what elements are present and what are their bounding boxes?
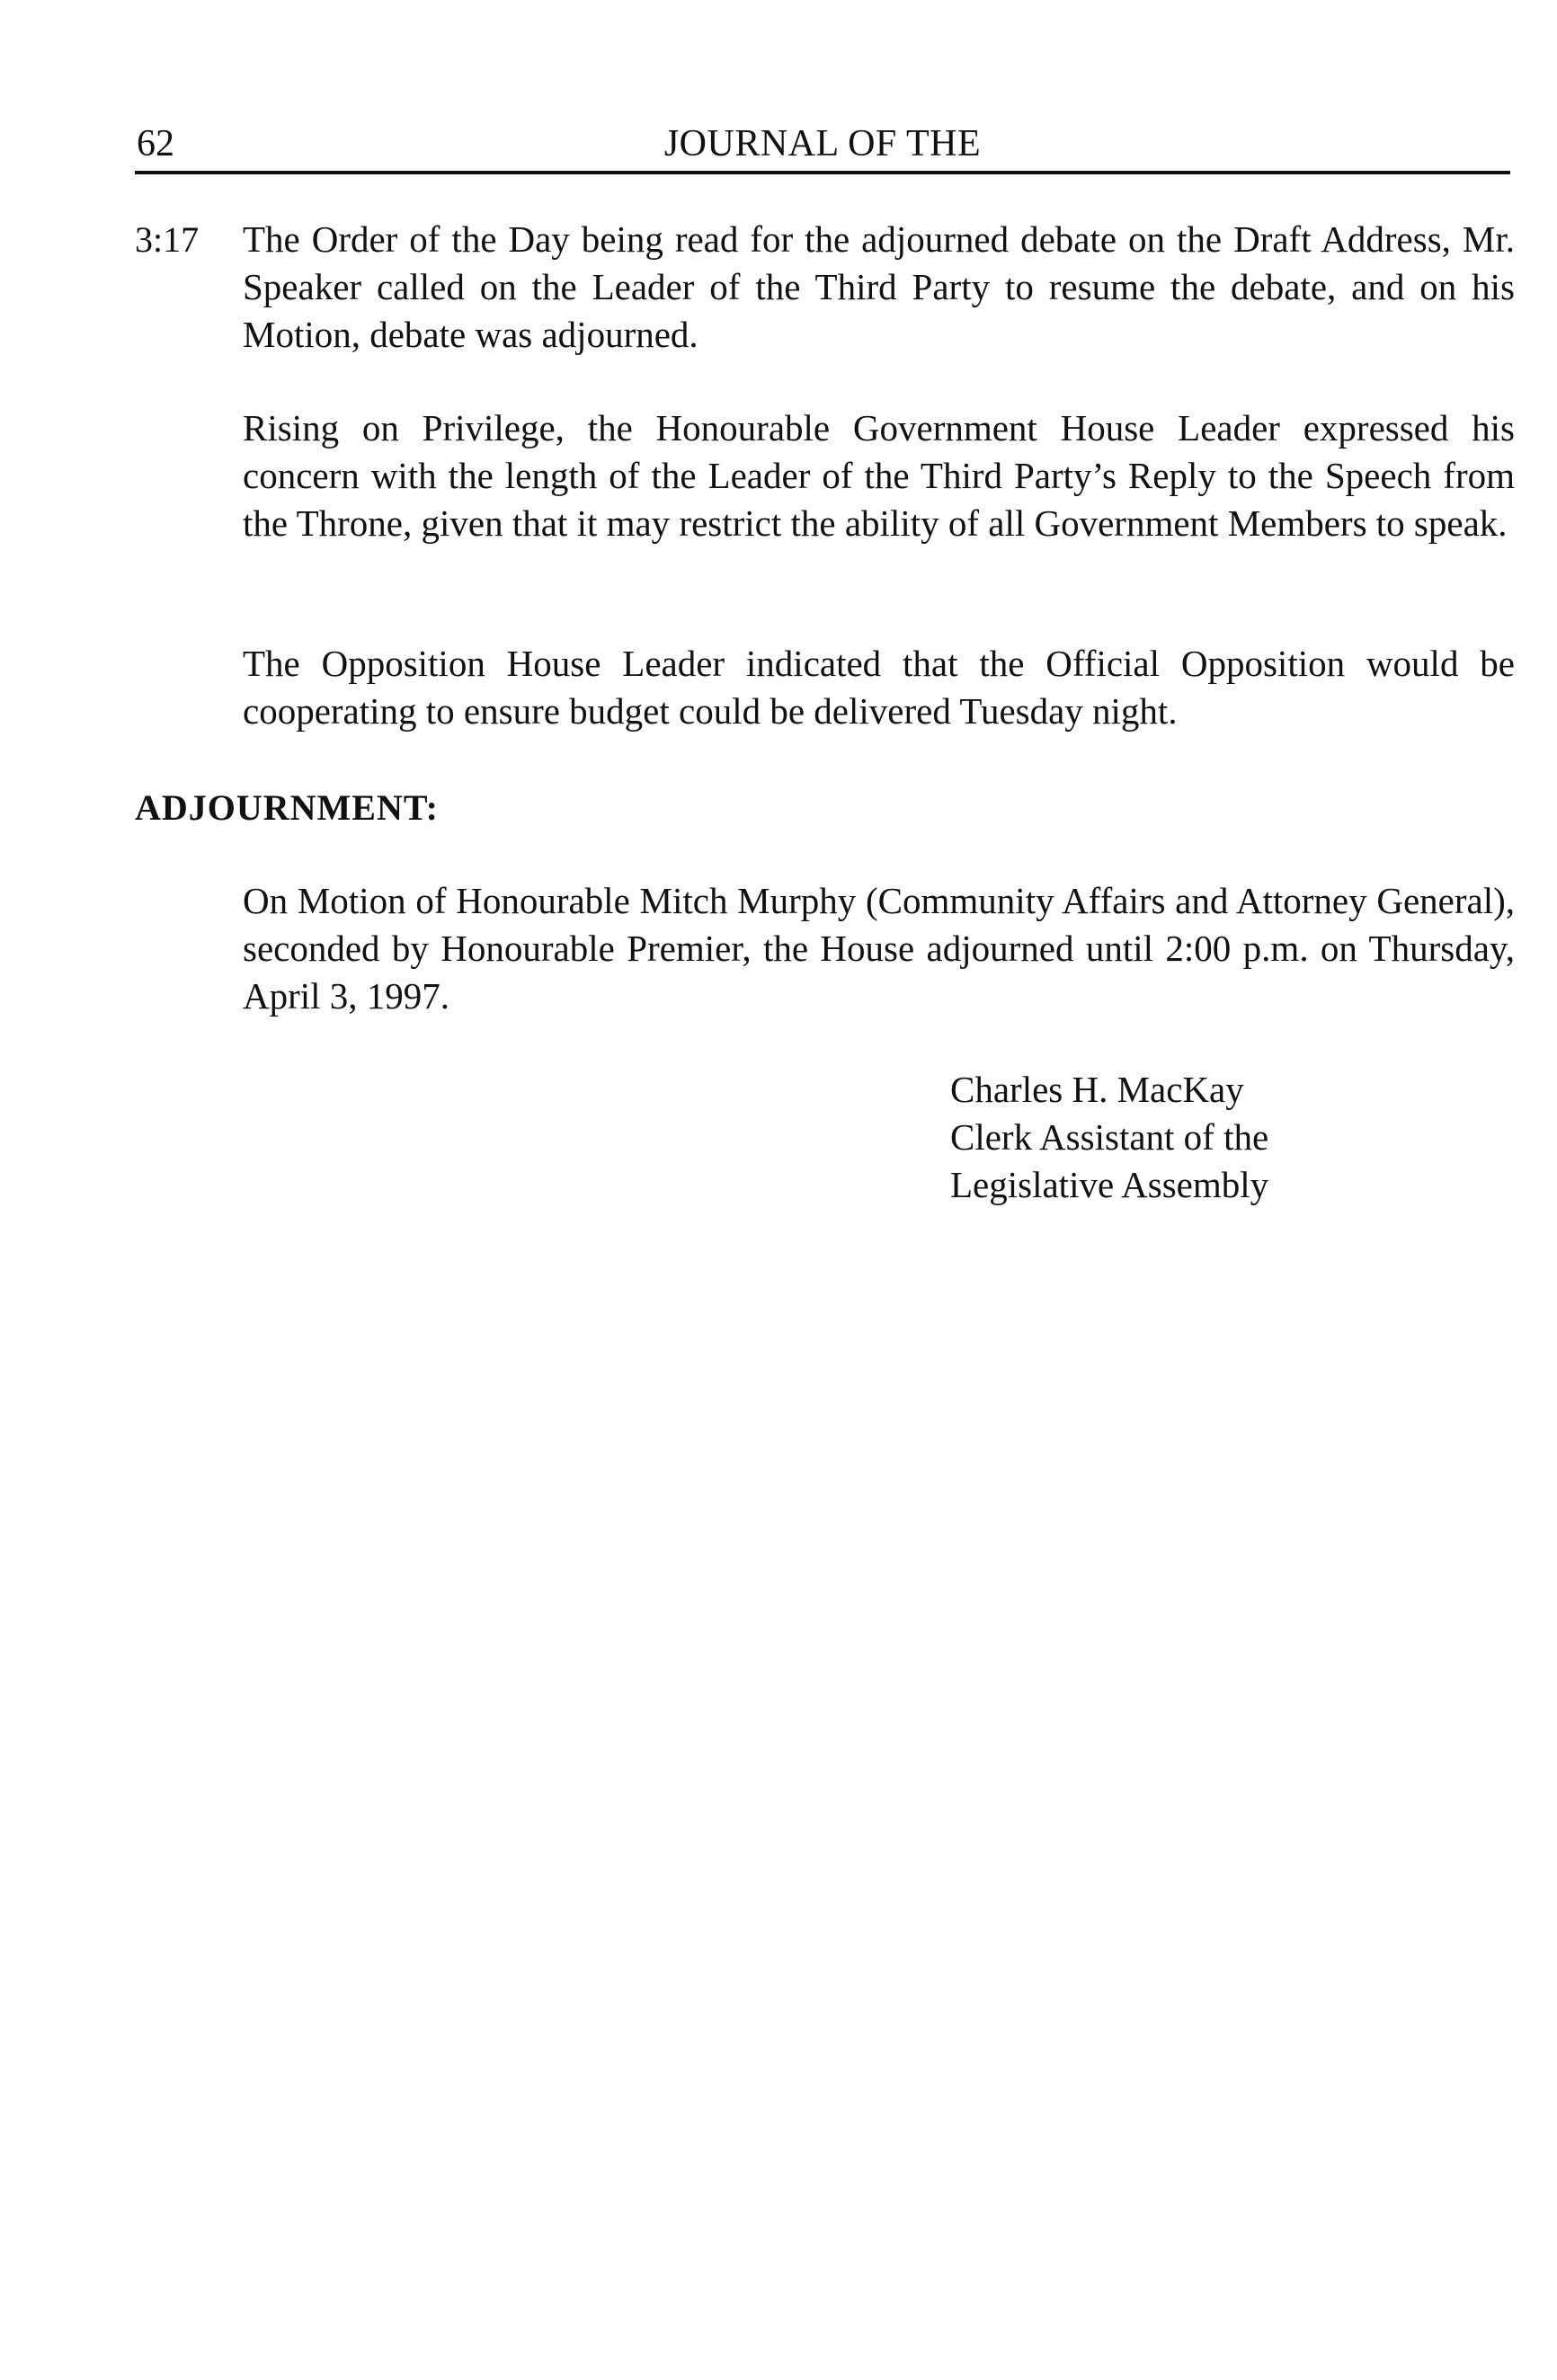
- signature-name: Charles H. MacKay: [950, 1069, 1244, 1110]
- signature-block: [950, 1066, 1268, 1209]
- adjournment-paragraph: On Motion of Honourable Mitch Murphy (Community Affairs and Attorney General), seconded by Honourable Premier, the House adjourned until 2:00 p.m. on Thursday, April 3, 1997.: [243, 880, 1515, 1017]
- running-head: JOURNAL OF THE: [663, 123, 982, 164]
- signature-title-line: Clerk Assistant of the: [950, 1116, 1269, 1158]
- entry-paragraph: The Order of the Day being read for the adjourned debate on the Draft Address, Mr. Speaker called on the Leader of the Third Party to resume the debate, and on his Motion, debate was adjourned.: [243, 218, 1515, 355]
- page-header: [135, 117, 1510, 174]
- entry-paragraph: Rising on Privilege, the Honourable Government House Leader expressed his concern with the length of the Leader of the Third Party’s Reply to the Speech from the Throne, given that it may restrict the ability of all Government Members to speak.: [243, 407, 1515, 544]
- entry-time: 3:17: [135, 219, 200, 260]
- signature-title-line: Legislative Assembly: [950, 1164, 1269, 1205]
- page-number: 62: [137, 123, 174, 164]
- entry-paragraph: The Opposition House Leader indicated that the Official Opposition would be cooperating to ensure budget could be delivered Tuesday night.: [243, 643, 1515, 732]
- adjournment-heading: ADJOURNMENT:: [135, 787, 439, 828]
